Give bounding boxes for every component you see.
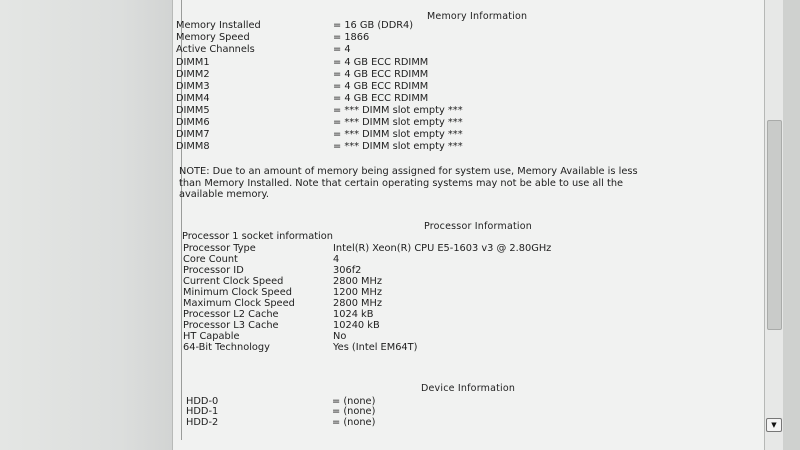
scroll-down-button[interactable]	[766, 418, 782, 432]
device-row-value: = (none)	[332, 417, 376, 428]
device-row-label: HDD-1	[186, 406, 219, 417]
processor-row-label: Current Clock Speed	[183, 276, 284, 287]
processor-row-label: 64-Bit Technology	[183, 342, 270, 353]
memory-row-value: = *** DIMM slot empty ***	[333, 141, 463, 152]
memory-row-label: Active Channels	[176, 44, 255, 55]
memory-row-value: = 16 GB (DDR4)	[333, 20, 414, 31]
system-info-panel	[172, 0, 765, 450]
monitor-edge	[783, 0, 800, 450]
memory-note-line: available memory.	[179, 189, 269, 200]
processor-row-label: Core Count	[183, 254, 238, 265]
memory-row-label: DIMM4	[176, 93, 210, 104]
device-section-title: Device Information	[421, 383, 516, 394]
memory-row	[176, 32, 736, 44]
processor-row-value: 1200 MHz	[333, 287, 383, 298]
processor-row-label: Processor Type	[183, 243, 256, 254]
processor-row-value: 2800 MHz	[333, 276, 383, 287]
memory-row-label: DIMM5	[176, 105, 210, 116]
device-row-label: HDD-2	[186, 417, 219, 428]
device-row	[186, 417, 746, 429]
memory-row-value: = 4 GB ECC RDIMM	[333, 57, 429, 68]
processor-row-value: 4	[333, 254, 340, 265]
processor-section-title: Processor Information	[424, 221, 532, 232]
vertical-scrollbar[interactable]	[764, 0, 783, 450]
memory-row	[176, 44, 736, 56]
processor-row-value: 1024 kB	[333, 309, 374, 320]
processor-row-label: Processor L2 Cache	[183, 309, 279, 320]
memory-row	[176, 93, 736, 105]
processor-row-value: 2800 MHz	[333, 298, 383, 309]
monitor-bezel	[0, 0, 172, 450]
memory-row-label: Memory Speed	[176, 32, 250, 43]
memory-section-title: Memory Information	[427, 11, 528, 22]
memory-row-label: DIMM1	[176, 57, 210, 68]
memory-row-label: DIMM7	[176, 129, 210, 140]
memory-row-label: DIMM8	[176, 141, 210, 152]
memory-row	[176, 105, 736, 117]
memory-row-label: DIMM3	[176, 81, 210, 92]
processor-row-label: HT Capable	[183, 331, 240, 342]
memory-row-value: = 4 GB ECC RDIMM	[333, 69, 429, 80]
memory-row-value: = *** DIMM slot empty ***	[333, 117, 463, 128]
memory-row-value: = *** DIMM slot empty ***	[333, 105, 463, 116]
device-row-value: = (none)	[332, 406, 376, 417]
processor-row-value: Intel(R) Xeon(R) CPU E5-1603 v3 @ 2.80GHz	[333, 243, 552, 254]
processor-row-value: 10240 kB	[333, 320, 380, 331]
memory-row	[176, 20, 736, 32]
memory-row	[176, 81, 736, 93]
device-row-label: HDD-0	[186, 396, 219, 407]
scrollbar-thumb[interactable]	[767, 120, 782, 330]
memory-row-value: = 4 GB ECC RDIMM	[333, 93, 429, 104]
memory-row	[176, 57, 736, 69]
processor-row	[183, 342, 743, 354]
memory-row	[176, 69, 736, 81]
memory-note	[179, 166, 719, 201]
processor-row-value: Yes (Intel EM64T)	[333, 342, 418, 353]
memory-row	[176, 117, 736, 129]
processor-row-label: Maximum Clock Speed	[183, 298, 295, 309]
memory-row-label: DIMM6	[176, 117, 210, 128]
processor-row-value: No	[333, 331, 347, 342]
memory-row-value: = *** DIMM slot empty ***	[333, 129, 463, 140]
memory-row	[176, 141, 736, 153]
processor-socket-label: Processor 1 socket information	[182, 231, 333, 242]
memory-row	[176, 129, 736, 141]
memory-row-value: = 4 GB ECC RDIMM	[333, 81, 429, 92]
memory-row-value: = 4	[333, 44, 351, 55]
memory-row-label: DIMM2	[176, 69, 210, 80]
device-row-value: = (none)	[332, 396, 376, 407]
memory-note-line: NOTE: Due to an amount of memory being assigned for system use, Memory Available is less	[179, 166, 638, 177]
processor-row-label: Processor L3 Cache	[183, 320, 279, 331]
chevron-down-icon: ▼	[771, 421, 777, 429]
memory-note-line: than Memory Installed. Note that certain operating systems may not be able to use all the	[179, 177, 624, 189]
processor-row-label: Processor ID	[183, 265, 244, 276]
processor-row-label: Minimum Clock Speed	[183, 287, 292, 298]
processor-row-value: 306f2	[333, 265, 362, 276]
memory-row-value: = 1866	[333, 32, 370, 43]
memory-row-label: Memory Installed	[176, 20, 261, 31]
